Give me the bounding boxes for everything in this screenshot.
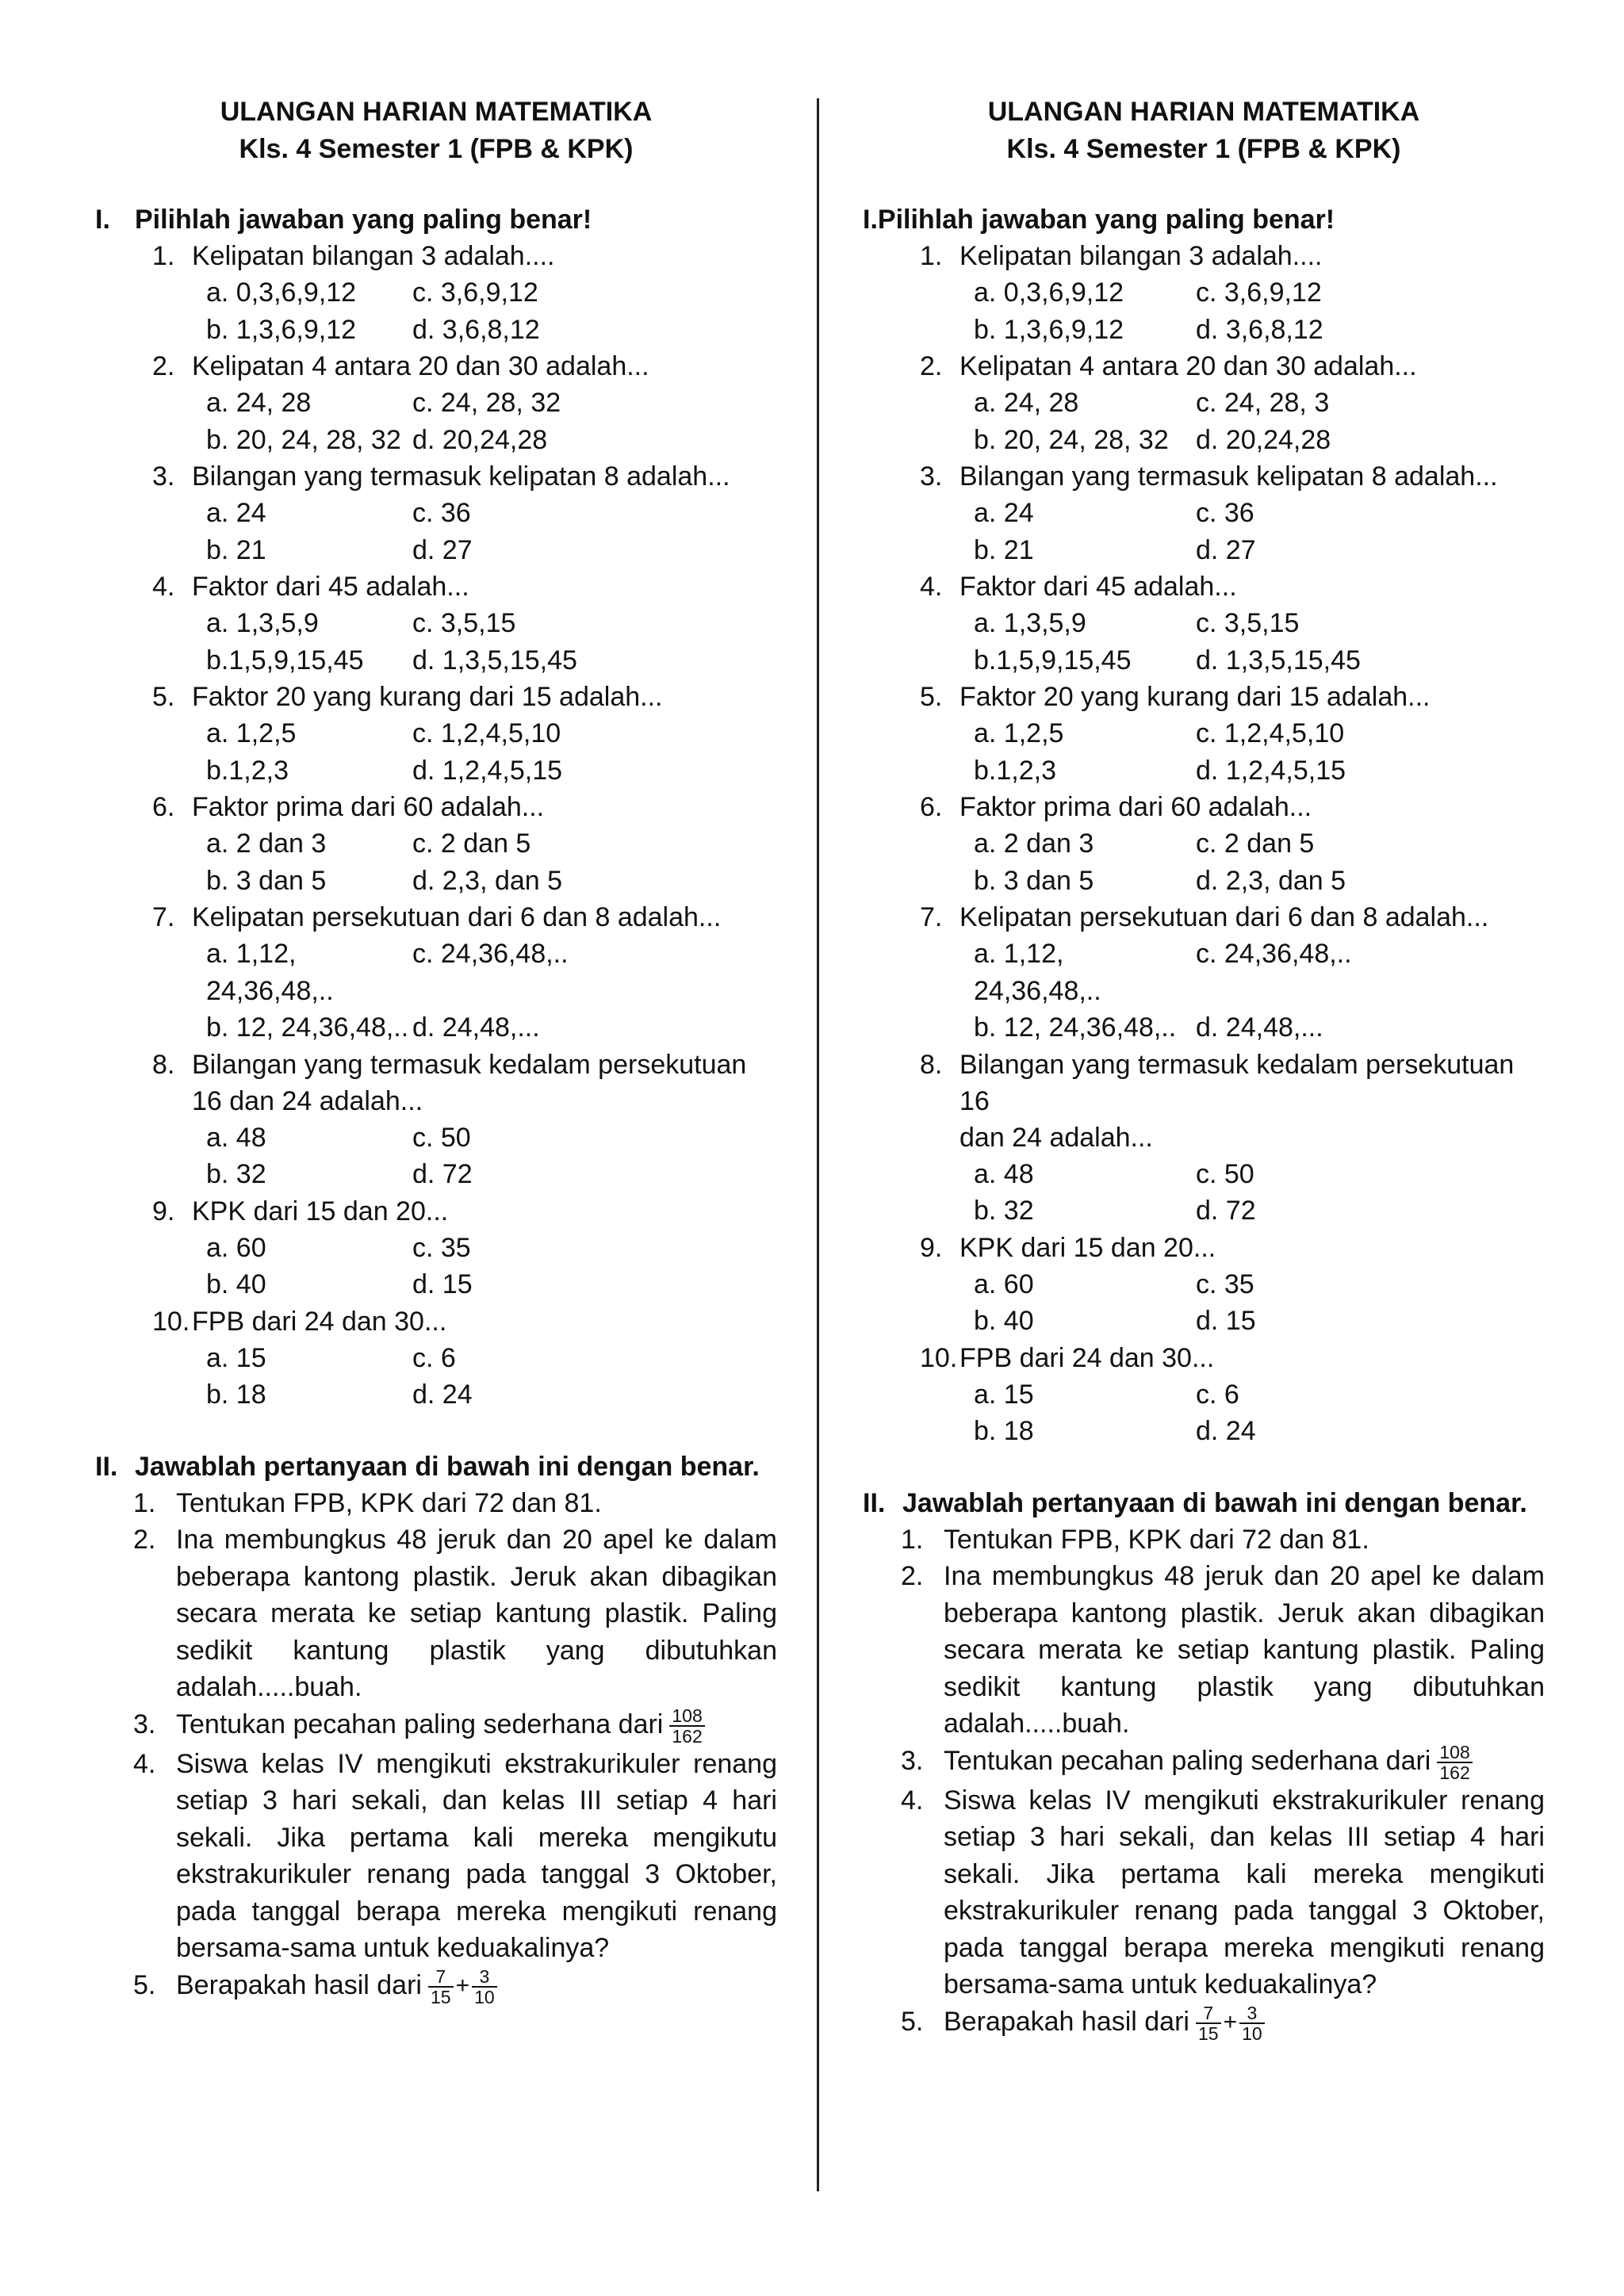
option-row	[95, 1266, 777, 1303]
answer-option: b. 21	[206, 534, 266, 565]
section-1-heading	[863, 201, 1545, 238]
option-row	[95, 1230, 777, 1267]
question-number: 10.	[920, 1342, 958, 1373]
fraction-denominator: 15	[430, 1986, 451, 2007]
answer-option: d. 27	[412, 534, 473, 565]
fraction	[1196, 2003, 1221, 2043]
essay-question	[863, 1558, 1545, 1743]
answer-options	[95, 495, 777, 568]
column-divider	[817, 98, 819, 2191]
option-row	[863, 274, 1545, 312]
answer-options	[863, 825, 1545, 899]
question-text: Berapakah hasil dari $\frac{7}{15}$ + $\frac{3}{10}$	[133, 1967, 777, 2007]
option-row	[863, 1376, 1545, 1414]
answer-option: d. 3,6,8,12	[1196, 314, 1323, 345]
question-text: Faktor prima dari 60 adalah...	[959, 792, 1312, 822]
option-row	[95, 422, 777, 459]
option-row	[863, 1413, 1545, 1450]
answer-options	[95, 274, 777, 348]
essay-question	[863, 1743, 1545, 1782]
option-row	[95, 825, 777, 863]
question-text: Tentukan pecahan paling sederhana dari $\frac{108}{162}$	[133, 1706, 777, 1746]
answer-options	[95, 605, 777, 679]
answer-option: a. 2 dan 3	[974, 828, 1094, 859]
answer-option: c. 36	[412, 498, 471, 528]
answer-options	[863, 936, 1545, 1047]
section-1-heading	[95, 201, 777, 238]
answer-options	[95, 385, 777, 458]
answer-option: c. 35	[412, 1232, 471, 1263]
question-item	[863, 1047, 1545, 1156]
question-number: 10.	[152, 1306, 190, 1337]
option-row	[863, 1156, 1545, 1193]
essay-question	[863, 1521, 1545, 1559]
question-number: 2.	[152, 351, 175, 381]
option-row	[863, 863, 1545, 900]
fraction-denominator: 15	[1197, 2022, 1219, 2044]
fraction	[669, 1706, 704, 1746]
question-item	[863, 348, 1545, 385]
option-row	[95, 715, 777, 752]
question-item	[95, 1303, 777, 1340]
option-row	[95, 605, 777, 642]
answer-option: d. 3,6,8,12	[412, 314, 540, 345]
answer-option: d. 15	[1196, 1306, 1256, 1336]
section-number: I.	[863, 205, 878, 235]
question-number: 2.	[133, 1525, 156, 1555]
answer-option: a. 0,3,6,9,12	[974, 277, 1124, 308]
answer-options	[95, 1340, 777, 1414]
answer-option: d. 24,48,...	[412, 1012, 540, 1043]
question-text: Kelipatan persekutuan dari 6 dan 8 adalah...	[959, 902, 1489, 932]
question-text: Tentukan pecahan paling sederhana dari $\frac{108}{162}$	[901, 1743, 1545, 1782]
question-number: 3.	[901, 1745, 924, 1776]
question-text: Faktor dari 45 adalah...	[959, 572, 1237, 602]
answer-option: c. 50	[412, 1122, 471, 1153]
answer-option: b.1,2,3	[974, 755, 1056, 786]
answer-options	[863, 495, 1545, 568]
question-number: 4.	[152, 572, 175, 602]
answer-option: d. 24,48,...	[1196, 1012, 1323, 1043]
question-number: 9.	[152, 1196, 175, 1226]
question-number: 3.	[920, 461, 943, 492]
answer-option: b. 18	[974, 1416, 1034, 1446]
question-number: 6.	[152, 792, 175, 822]
question-number: 5.	[152, 682, 175, 712]
answer-option: b. 20, 24, 28, 32	[206, 424, 401, 455]
question-number: 1.	[920, 241, 943, 271]
question-text: Bilangan yang termasuk kelipatan 8 adalah...	[959, 461, 1498, 492]
question-text: Bilangan yang termasuk kelipatan 8 adalah...	[192, 461, 730, 492]
question-number: 2.	[901, 1561, 924, 1591]
answer-option: b. 1,3,6,9,12	[974, 314, 1124, 345]
answer-option: a. 1,12, 24,36,48,..	[974, 939, 1101, 1006]
question-number: 4.	[901, 1785, 924, 1816]
essay-question	[95, 1485, 777, 1522]
fraction-denominator: 10	[1242, 2022, 1262, 2044]
answer-option: d. 1,3,5,15,45	[412, 645, 577, 675]
question-text: Faktor 20 yang kurang dari 15 adalah...	[959, 682, 1431, 712]
answer-option: b. 12, 24,36,48,..	[974, 1012, 1177, 1043]
question-item	[95, 458, 777, 495]
option-row	[95, 1156, 777, 1193]
answer-option: d. 27	[1196, 534, 1256, 565]
question-item	[95, 568, 777, 605]
answer-option: c. 24,36,48,..	[1196, 939, 1352, 969]
question-item	[95, 899, 777, 936]
option-row	[95, 642, 777, 679]
sheet-title: ULANGAN HARIAN MATEMATIKA	[220, 97, 653, 127]
answer-options	[863, 274, 1545, 348]
answer-option: c. 24,36,48,..	[412, 939, 569, 969]
answer-option: a. 60	[206, 1232, 266, 1263]
question-number: 7.	[920, 902, 943, 932]
section-title: Pilihlah jawaban yang paling benar!	[877, 205, 1335, 235]
answer-option: c. 2 dan 5	[1196, 828, 1315, 859]
option-row	[95, 752, 777, 790]
answer-option: c. 3,6,9,12	[412, 277, 538, 308]
question-item	[863, 899, 1545, 936]
option-row	[863, 936, 1545, 1009]
answer-option: a. 24	[206, 498, 266, 528]
question-text: Faktor 20 yang kurang dari 15 adalah...	[192, 682, 663, 712]
answer-option: b. 40	[206, 1269, 266, 1299]
question-number: 8.	[920, 1049, 943, 1080]
option-row	[95, 1376, 777, 1414]
section-number: II.	[95, 1451, 118, 1482]
answer-options	[95, 825, 777, 899]
option-row	[863, 752, 1545, 790]
question-number: 1.	[133, 1487, 156, 1518]
sheet-title: ULANGAN HARIAN MATEMATIKA	[987, 97, 1420, 127]
question-number: 4.	[920, 572, 943, 602]
question-text: Ina membungkus 48 jeruk dan 20 apel ke dalam beberapa kantong plastik. Jeruk akan dibagikan secara merata ke setiap kantung plastik. Paling sedikit kantung plastik yang dibutuhkan adalah.....buah.	[944, 1561, 1545, 1739]
question-text: Kelipatan 4 antara 20 dan 30 adalah...	[959, 351, 1417, 381]
answer-options	[95, 1230, 777, 1303]
section-title: Jawablah pertanyaan di bawah ini dengan benar.	[135, 1451, 760, 1482]
answer-option: a. 60	[974, 1269, 1034, 1299]
option-row	[863, 422, 1545, 459]
option-row	[95, 532, 777, 569]
option-row	[95, 863, 777, 900]
right-sheet	[863, 94, 1545, 2043]
answer-options	[863, 385, 1545, 458]
section-number: I.	[95, 205, 110, 235]
option-row	[863, 1009, 1545, 1047]
option-row	[863, 385, 1545, 422]
option-row	[863, 642, 1545, 679]
answer-option: b. 21	[974, 534, 1034, 565]
question-item	[95, 238, 777, 274]
answer-option: a. 24, 28	[206, 388, 312, 418]
answer-option: b.1,5,9,15,45	[974, 645, 1132, 675]
answer-option: a. 1,2,5	[974, 718, 1064, 748]
question-number: 6.	[920, 792, 943, 822]
answer-option: a. 1,3,5,9	[974, 608, 1086, 638]
fraction-numerator: 3	[1239, 2003, 1265, 2024]
option-row	[863, 1266, 1545, 1303]
fraction	[1239, 2003, 1265, 2043]
question-number: 1.	[152, 241, 175, 271]
option-row	[95, 274, 777, 312]
answer-option: c. 2 dan 5	[412, 828, 531, 859]
answer-option: d. 72	[412, 1159, 473, 1189]
sheet-subtitle: Kls. 4 Semester 1 (FPB & KPK)	[1006, 134, 1401, 164]
answer-option: c. 24, 28, 3	[1196, 388, 1330, 418]
question-item	[863, 789, 1545, 825]
question-item	[863, 238, 1545, 274]
question-text: FPB dari 24 dan 30...	[959, 1342, 1215, 1373]
question-text: Bilangan yang termasuk kedalam persekutuan 16	[959, 1049, 1515, 1116]
answer-option: d. 1,2,4,5,15	[1196, 755, 1346, 786]
option-row	[863, 1192, 1545, 1230]
question-text: 16 dan 24 adalah...	[192, 1085, 423, 1116]
answer-option: c. 6	[1196, 1379, 1239, 1410]
question-item	[863, 1230, 1545, 1266]
question-number: 3.	[133, 1709, 156, 1739]
question-text: Ina membungkus 48 jeruk dan 20 apel ke dalam beberapa kantong plastik. Jeruk akan dibagikan secara merata ke setiap kantung plastik. Paling sedikit kantung plastik yang dibutuhkan adalah.....buah.	[176, 1525, 777, 1702]
essay-question	[863, 1782, 1545, 2003]
answer-option: a. 48	[206, 1122, 266, 1153]
answer-option: d. 1,2,4,5,15	[412, 755, 563, 786]
option-row	[863, 312, 1545, 349]
answer-option: c. 3,5,15	[412, 608, 516, 638]
answer-option: b.1,5,9,15,45	[206, 645, 364, 675]
option-row	[95, 312, 777, 349]
answer-options	[95, 936, 777, 1047]
essay-list	[863, 1521, 1545, 2043]
question-text: Bilangan yang termasuk kedalam persekutuan	[192, 1049, 747, 1080]
section-title: Jawablah pertanyaan di bawah ini dengan benar.	[902, 1487, 1527, 1518]
answer-option: d. 2,3, dan 5	[412, 865, 563, 896]
option-row	[863, 1303, 1545, 1340]
answer-option: d. 24	[1196, 1416, 1256, 1446]
answer-option: b. 12, 24,36,48,..	[206, 1012, 409, 1043]
section-2-heading	[863, 1485, 1545, 1521]
answer-option: c. 35	[1196, 1269, 1254, 1299]
fraction-denominator: 162	[1439, 1762, 1470, 1783]
answer-option: b. 32	[206, 1159, 266, 1189]
answer-option: a. 15	[974, 1379, 1034, 1410]
option-row	[95, 495, 777, 532]
question-item	[863, 568, 1545, 605]
answer-option: b. 18	[206, 1380, 266, 1410]
question-item	[863, 679, 1545, 715]
essay-list	[95, 1485, 777, 2007]
answer-option: a. 15	[206, 1342, 266, 1373]
question-item	[863, 1340, 1545, 1376]
answer-option: c. 50	[1196, 1158, 1254, 1189]
question-number: 9.	[920, 1232, 943, 1263]
answer-options	[95, 715, 777, 789]
fraction-numerator: 108	[669, 1706, 704, 1727]
question-text: KPK dari 15 dan 20...	[192, 1196, 449, 1226]
multiple-choice-list	[95, 238, 777, 1414]
answer-option: d. 2,3, dan 5	[1196, 865, 1346, 896]
question-text: Tentukan FPB, KPK dari 72 dan 81.	[944, 1524, 1369, 1555]
answer-option: c. 6	[412, 1342, 456, 1373]
answer-option: a. 1,12, 24,36,48,..	[206, 939, 334, 1006]
question-number: 5.	[901, 2006, 924, 2037]
option-row	[95, 385, 777, 422]
fraction-denominator: 10	[474, 1986, 495, 2007]
left-sheet	[95, 94, 777, 2007]
option-row	[863, 532, 1545, 569]
option-row	[95, 1119, 777, 1157]
fraction-numerator: 7	[428, 1967, 454, 1988]
essay-question	[95, 1521, 777, 1706]
answer-option: a. 1,2,5	[206, 718, 297, 748]
question-text: Siswa kelas IV mengikuti ekstrakurikuler renang setiap 3 hari sekali, dan kelas III setiap 4 hari sekali. Jika pertama kali mereka mengikuti ekstrakurikuler renang pada tanggal 3 Oktober, pada tanggal berapa mereka mengikuti renang bersama-sama untuk keduakalinya?	[944, 1785, 1545, 2000]
answer-option: c. 36	[1196, 498, 1254, 528]
answer-option: b. 1,3,6,9,12	[206, 314, 357, 345]
answer-option: a. 0,3,6,9,12	[206, 277, 357, 308]
option-row	[95, 1009, 777, 1047]
answer-option: a. 24	[974, 498, 1034, 528]
essay-question	[95, 1706, 777, 1746]
question-text: Kelipatan bilangan 3 adalah....	[192, 241, 555, 271]
answer-option: c. 1,2,4,5,10	[1196, 718, 1345, 748]
question-text: Faktor dari 45 adalah...	[192, 572, 469, 602]
answer-options	[863, 715, 1545, 789]
option-row	[863, 495, 1545, 532]
option-row	[863, 825, 1545, 863]
section-2-heading	[95, 1448, 777, 1485]
question-number: 1.	[901, 1524, 924, 1555]
answer-option: d. 1,3,5,15,45	[1196, 645, 1361, 675]
answer-option: d. 20,24,28	[412, 424, 548, 455]
answer-option: b. 40	[974, 1306, 1034, 1336]
question-text: KPK dari 15 dan 20...	[959, 1232, 1216, 1263]
answer-option: b. 3 dan 5	[974, 865, 1094, 896]
section-number: II.	[863, 1487, 886, 1518]
option-row	[95, 936, 777, 1009]
sheet-subtitle: Kls. 4 Semester 1 (FPB & KPK)	[239, 134, 634, 164]
answer-option: d. 15	[412, 1269, 473, 1299]
answer-option: b. 20, 24, 28, 32	[974, 424, 1169, 455]
option-row	[863, 715, 1545, 752]
question-text: Kelipatan bilangan 3 adalah....	[959, 241, 1323, 271]
question-text: Tentukan FPB, KPK dari 72 dan 81.	[176, 1487, 602, 1518]
question-text: Berapakah hasil dari $\frac{7}{15}$ + $\frac{3}{10}$	[901, 2003, 1545, 2043]
answer-option: b. 32	[974, 1196, 1034, 1226]
answer-options	[95, 1119, 777, 1193]
essay-question	[863, 2003, 1545, 2043]
answer-option: a. 24, 28	[974, 388, 1079, 418]
answer-option: d. 72	[1196, 1196, 1256, 1226]
fraction	[472, 1967, 497, 2007]
question-text: Faktor prima dari 60 adalah...	[192, 792, 545, 822]
answer-options	[863, 1156, 1545, 1230]
question-item	[95, 348, 777, 385]
answer-options	[863, 1376, 1545, 1450]
answer-option: b.1,2,3	[206, 755, 289, 786]
fraction-numerator: 7	[1196, 2003, 1221, 2024]
answer-option: c. 3,6,9,12	[1196, 277, 1322, 308]
plus-sign: +	[1223, 2009, 1238, 2036]
multiple-choice-list	[863, 238, 1545, 1450]
answer-option: c. 1,2,4,5,10	[412, 718, 561, 748]
answer-option: a. 48	[974, 1158, 1034, 1189]
question-text: Kelipatan persekutuan dari 6 dan 8 adalah...	[192, 902, 722, 932]
option-row	[863, 605, 1545, 642]
question-text: FPB dari 24 dan 30...	[192, 1306, 447, 1337]
answer-option: b. 3 dan 5	[206, 865, 327, 896]
question-item	[95, 679, 777, 715]
option-row	[95, 1340, 777, 1377]
question-number: 3.	[152, 461, 175, 492]
answer-option: c. 3,5,15	[1196, 608, 1300, 638]
question-item	[95, 789, 777, 825]
fraction-denominator: 162	[672, 1725, 703, 1747]
question-number: 5.	[920, 682, 943, 712]
answer-option: a. 2 dan 3	[206, 828, 327, 859]
question-text: Siswa kelas IV mengikuti ekstrakurikuler renang setiap 3 hari sekali, dan kelas III setiap 4 hari sekali. Jika pertama kali mereka mengikutu ekstrakurikuler renang pada tanggal 3 Oktober, pada tanggal berapa mereka mengikuti renang bersama-sama untuk keduakalinya?	[176, 1748, 777, 1964]
answer-option: d. 20,24,28	[1196, 424, 1331, 455]
essay-question	[95, 1967, 777, 2007]
question-number: 2.	[920, 351, 943, 381]
question-item	[95, 1047, 777, 1119]
essay-question	[95, 1746, 777, 1967]
answer-option: c. 24, 28, 32	[412, 388, 561, 418]
question-number: 8.	[152, 1049, 175, 1080]
fraction-numerator: 3	[472, 1967, 497, 1988]
question-text: dan 24 adalah...	[959, 1122, 1153, 1153]
plus-sign: +	[455, 1973, 470, 1999]
answer-options	[863, 1266, 1545, 1340]
answer-options	[863, 605, 1545, 679]
answer-option: d. 24	[412, 1380, 473, 1410]
question-item	[95, 1193, 777, 1230]
question-number: 4.	[133, 1748, 156, 1779]
fraction-numerator: 108	[1437, 1743, 1472, 1763]
question-item	[863, 458, 1545, 495]
answer-option: a. 1,3,5,9	[206, 608, 319, 638]
section-title: Pilihlah jawaban yang paling benar!	[135, 205, 592, 235]
question-text: Kelipatan 4 antara 20 dan 30 adalah...	[192, 351, 649, 381]
question-number: 5.	[133, 1969, 156, 2000]
fraction	[428, 1967, 454, 2007]
question-number: 7.	[152, 902, 175, 932]
fraction	[1437, 1743, 1472, 1782]
